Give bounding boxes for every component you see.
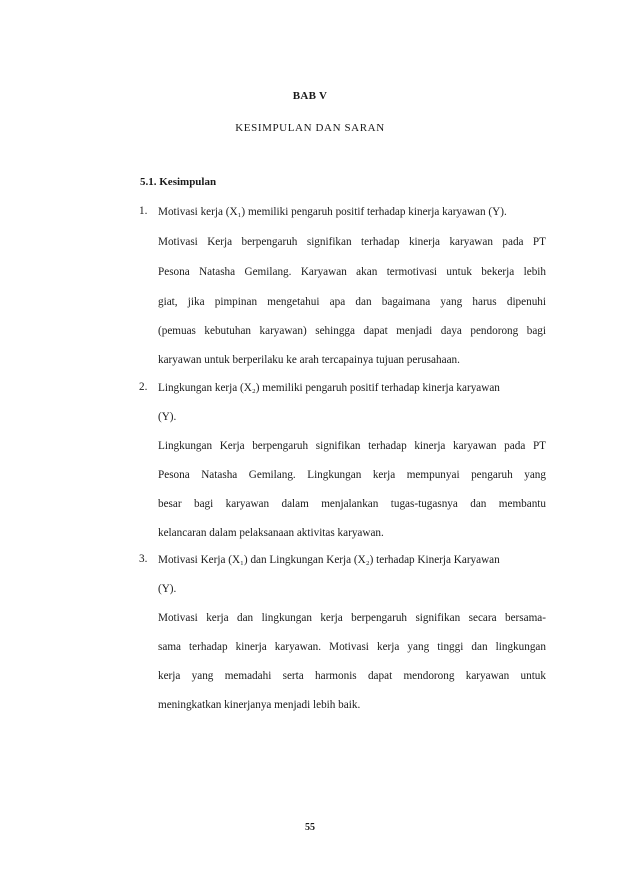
item-number: 2. <box>139 381 148 393</box>
item-line: meningkatkan kinerjanya menjadi lebih baik. <box>158 699 361 711</box>
item-line: (Y). <box>158 583 177 595</box>
item-line: Lingkungan Kerja berpengaruh signifikan terhadap kinerja karyawan pada PT <box>158 440 546 452</box>
chapter-title: KESIMPULAN DAN SARAN <box>235 122 385 134</box>
item-line: besar bagi karyawan dalam menjalankan tugas-tugasnya dan membantu <box>158 498 546 510</box>
section-title: 5.1. Kesimpulan <box>140 176 217 188</box>
page-number: 55 <box>305 822 315 833</box>
item-line: (pemuas kebutuhan karyawan) sehingga dapat menjadi daya pendorong bagi <box>158 325 546 337</box>
item-number: 1. <box>139 205 148 217</box>
item-line: Motivasi Kerja berpengaruh signifikan terhadap kinerja karyawan pada PT <box>158 236 546 248</box>
item-line: Motivasi Kerja (X₁) dan Lingkungan Kerja (X₂) terhadap Kinerja Karyawan <box>158 554 500 566</box>
item-line: karyawan untuk berperilaku ke arah tercapainya tujuan perusahaan. <box>158 354 460 366</box>
item-line: Pesona Natasha Gemilang. Karyawan akan termotivasi untuk bekerja lebih <box>158 266 546 278</box>
item-line: Motivasi kerja dan lingkungan kerja berpengaruh signifikan secara bersama- <box>158 612 546 624</box>
item-line: Pesona Natasha Gemilang. Lingkungan kerja mempunyai pengaruh yang <box>158 469 546 481</box>
item-line: Motivasi kerja (X₁) memiliki pengaruh positif terhadap kinerja karyawan (Y). <box>158 206 507 218</box>
chapter-heading: BAB V <box>292 90 328 102</box>
item-line: sama terhadap kinerja karyawan. Motivasi kerja yang tinggi dan lingkungan <box>158 641 546 653</box>
item-line: Lingkungan kerja (X₂) memiliki pengaruh positif terhadap kinerja karyawan <box>158 382 500 394</box>
item-line: (Y). <box>158 411 177 423</box>
item-line: kerja yang memadahi serta harmonis dapat mendorong karyawan untuk <box>158 670 546 682</box>
item-line: giat, jika pimpinan mengetahui apa dan bagaimana yang harus dipenuhi <box>158 296 546 308</box>
item-line: kelancaran dalam pelaksanaan aktivitas karyawan. <box>158 527 384 539</box>
item-number: 3. <box>139 553 148 565</box>
